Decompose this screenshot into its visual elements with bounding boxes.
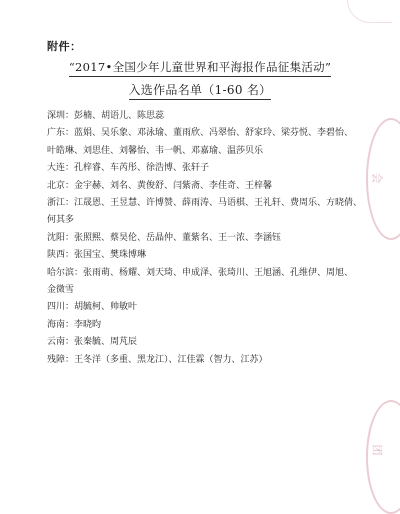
names-line: 胡毓柯、帅敏叶 xyxy=(74,302,138,313)
region-names xyxy=(74,160,347,177)
region-label: 北京： xyxy=(47,180,75,191)
names-line: 金宇赫、刘名、黄俊舒、闫紫斋、李佳奇、王梓馨 xyxy=(74,180,273,191)
region-label: 哈尔滨： xyxy=(47,267,84,278)
region-entry xyxy=(47,160,347,177)
region-names xyxy=(74,178,347,195)
seal-stamp-corner xyxy=(347,0,392,23)
names-line: 彭楠、胡语儿、陈思蕊 xyxy=(74,111,165,121)
names-line: 张秦毓、周芃辰 xyxy=(74,337,138,348)
region-names xyxy=(74,108,347,125)
region-entry xyxy=(47,178,347,195)
document-subtitle xyxy=(0,81,400,100)
region-entry xyxy=(47,317,347,334)
names-line: 张国宝、樊珠博琳 xyxy=(74,250,147,261)
region-label: 沈阳： xyxy=(47,232,75,243)
region-names xyxy=(74,230,347,247)
region-names xyxy=(74,299,347,316)
region-label: 海南： xyxy=(47,319,75,330)
names-line: 叶皓琳、刘思佳、刘馨怡、韦一帆、邓嘉瑜、温莎贝乐 xyxy=(47,145,264,156)
document-subtitle-text: 入选作品名单（1-60 名） xyxy=(129,81,272,100)
region-entry xyxy=(47,352,347,369)
region-label: 陕西： xyxy=(47,250,75,261)
region-label: 云南： xyxy=(47,337,75,348)
region-label: 残障： xyxy=(47,354,75,365)
names-line: 何其多 xyxy=(47,215,75,226)
winners-list xyxy=(47,108,363,369)
seal-stamp-bottom xyxy=(366,400,400,514)
names-line: 孔梓睿、车芮彤、徐浩博、张轩子 xyxy=(74,163,210,174)
region-entry xyxy=(47,108,347,125)
region-label: 大连： xyxy=(47,163,75,174)
names-line: 王冬洋（多重、黑龙江）、江佳霖（智力、江苏） xyxy=(74,354,268,365)
region-label: 四川： xyxy=(47,302,75,313)
region-label: 浙江： xyxy=(47,198,75,209)
region-label: 深圳： xyxy=(47,111,75,121)
region-names xyxy=(74,334,347,351)
document-title-text: “2017•全国少年儿童世界和平海报作品征集活动” xyxy=(69,59,331,77)
region-entry xyxy=(47,230,347,247)
names-line: 张照熙、蔡昊伦、岳晶仲、董紫名、王一浓、李涵钰 xyxy=(74,232,282,243)
region-entry xyxy=(47,265,354,300)
document-title xyxy=(0,59,400,77)
region-names xyxy=(74,317,347,334)
names-line: 金微雪 xyxy=(47,285,75,296)
names-line: 李晓昀 xyxy=(74,319,102,330)
region-names xyxy=(74,247,347,264)
region-entry xyxy=(47,299,347,316)
seal-stamp-top xyxy=(366,118,400,240)
names-line: 张雨萌、杨耀、刘天琦、申成泽、张琦川、王旭涵、孔维伊、周旭、 xyxy=(83,267,354,278)
region-label: 广东： xyxy=(47,128,75,139)
region-names xyxy=(74,352,347,369)
region-entry xyxy=(47,195,363,230)
region-entry xyxy=(47,125,354,160)
seal-stamp-top-glyph: 会 xyxy=(370,172,384,184)
region-entry xyxy=(47,247,347,264)
names-line: 江晟恩、王昱慧、许博赞、薛雨涛、马语棋、王礼轩、费周乐、方晓倩、 xyxy=(74,198,363,209)
names-line: 蓝娟、吴乐象、邓泳瑜、董雨欣、冯翠怡、舒家玲、梁芬悦、李碧怡、 xyxy=(74,128,354,139)
seal-stamp-bottom-glyph: 团 xyxy=(370,444,384,456)
region-entry xyxy=(47,334,347,351)
attachment-label: 附件： xyxy=(47,40,82,53)
